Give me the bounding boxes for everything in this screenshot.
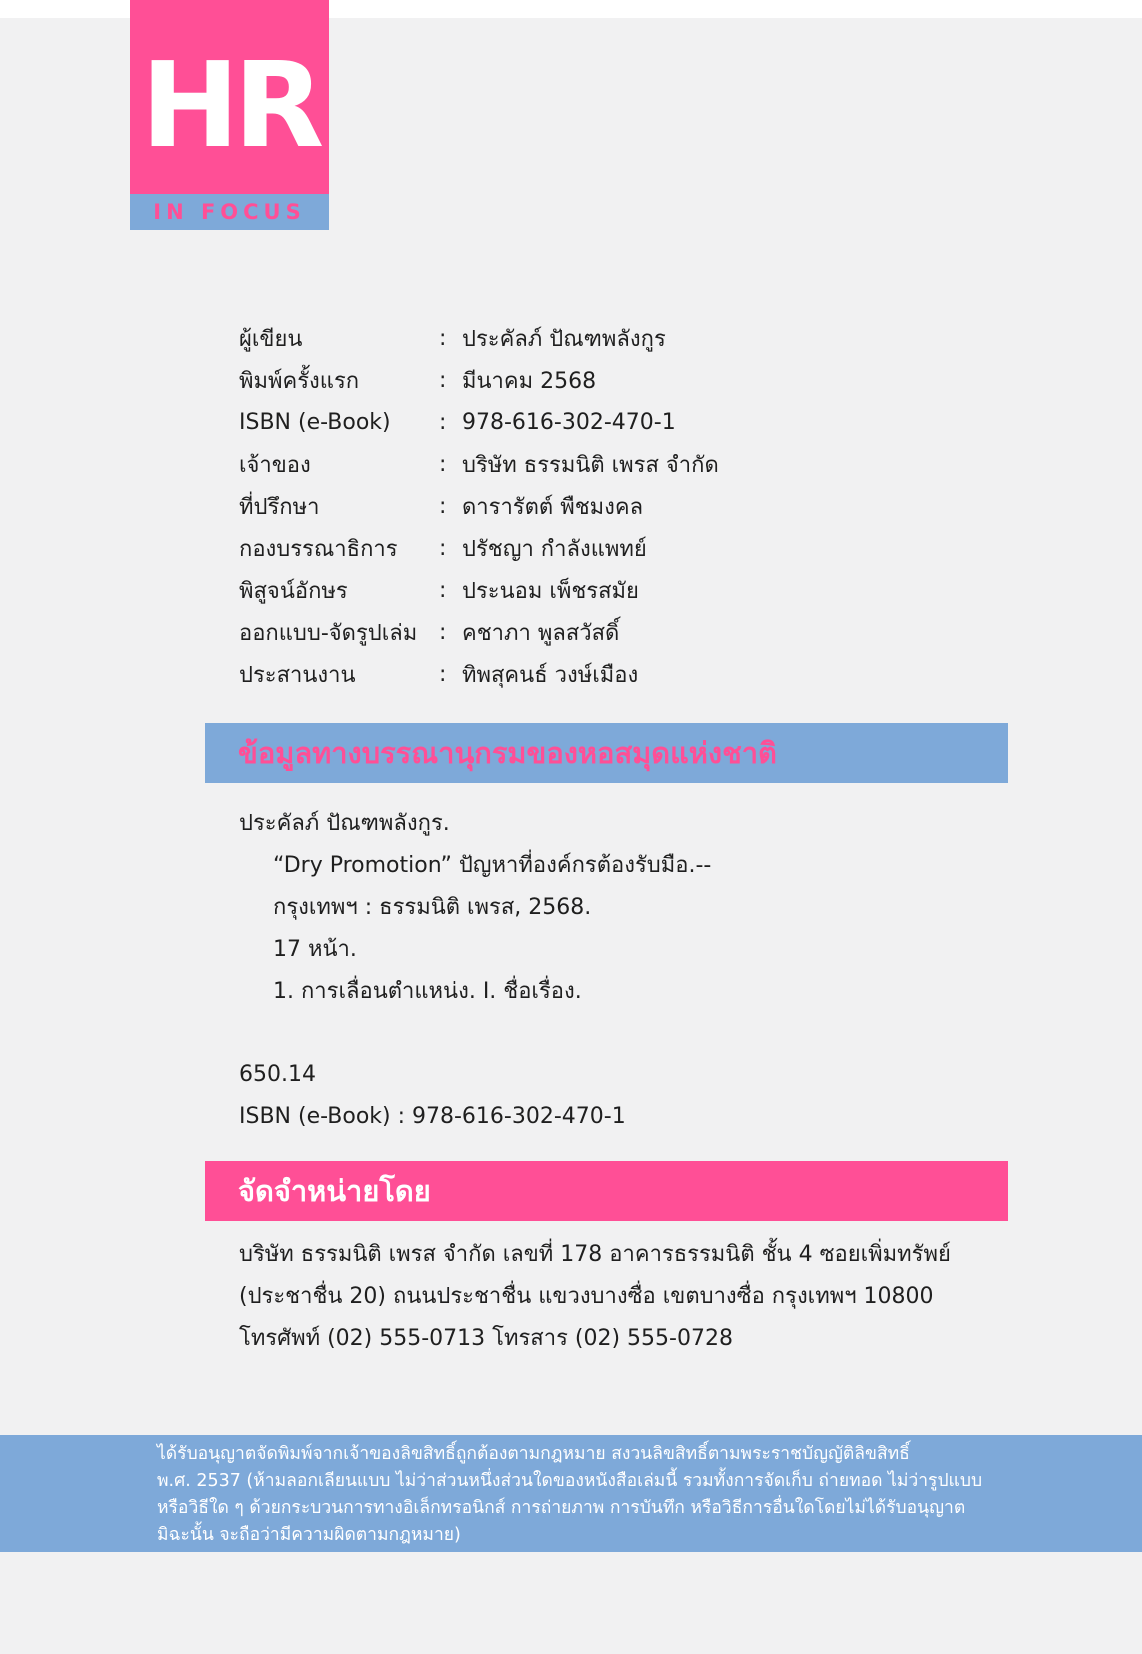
copyright-line: มิฉะนั้น จะถือว่ามีความผิดตามกฎหมาย) [157, 1525, 461, 1545]
catalog-publisher: กรุงเทพฯ : ธรรมนิติ เพรส, 2568. [273, 894, 592, 920]
credit-row-editorial [239, 527, 1019, 569]
credit-value: มีนาคม 2568 [462, 368, 597, 394]
credit-separator: : [439, 367, 447, 393]
copyright-line: พ.ศ. 2537 (ห้ามลอกเลียนแบบ ไม่ว่าส่วนหนึ่งส่วนใดของหนังสือเล่มนี้ รวมทั้งการจัดเก็บ ถ่ายทอด ไม่ว่ารูปแบบ [157, 1471, 983, 1491]
catalog-classification: 650.14 [239, 1061, 316, 1087]
credit-label: พิสูจน์อักษร [239, 578, 348, 604]
credit-label: ISBN (e-Book) [239, 409, 391, 435]
distributor-line: บริษัท ธรรมนิติ เพรส จำกัด เลขที่ 178 อาคารธรรมนิติ ชั้น 4 ซอยเพิ่มทรัพย์ [239, 1241, 951, 1267]
distribution-heading-bar [205, 1161, 1008, 1221]
credit-value: ดารารัตต์ พืชมงคล [462, 494, 644, 520]
credit-value: ประคัลภ์ ปัณฑพลังกูร [462, 326, 666, 352]
credit-separator: : [439, 493, 447, 519]
credit-row-isbn [239, 401, 1019, 443]
copyright-line: ได้รับอนุญาตจัดพิมพ์จากเจ้าของลิขสิทธิ์ถูกต้องตามกฎหมาย สงวนลิขสิทธิ์ตามพระราชบัญญัติลิขสิทธิ์ [157, 1444, 910, 1464]
catalog-spacer [239, 1011, 999, 1053]
catalog-heading: ข้อมูลทางบรรณานุกรมของหอสมุดแห่งชาติ [238, 736, 777, 770]
credit-row-advisor [239, 485, 1019, 527]
credit-row-owner [239, 443, 1019, 485]
credit-separator: : [439, 535, 447, 561]
credit-value: คชาภา พูลสวัสดิ์ [462, 620, 620, 646]
credit-value: 978-616-302-470-1 [462, 409, 676, 435]
distributor-address [239, 1232, 1019, 1358]
distributor-line: (ประชาชื่น 20) ถนนประชาชื่น แขวงบางซื่อ เขตบางซื่อ กรุงเทพฯ 10800 [239, 1283, 934, 1309]
credit-separator: : [439, 451, 447, 477]
catalog-pages: 17 หน้า. [273, 936, 357, 962]
credit-label: กองบรรณาธิการ [239, 536, 398, 562]
logo-subtitle: IN FOCUS [153, 200, 306, 224]
credit-value: ประนอม เพ็ชรสมัย [462, 578, 639, 604]
credit-separator: : [439, 577, 447, 603]
logo-hr-text: HR [140, 36, 319, 174]
catalog-isbn: ISBN (e-Book) : 978-616-302-470-1 [239, 1103, 626, 1129]
credit-label: ออกแบบ-จัดรูปเล่ม [239, 620, 418, 646]
credit-label: ผู้เขียน [239, 326, 303, 352]
catalog-subject: 1. การเลื่อนตำแหน่ง. I. ชื่อเรื่อง. [273, 978, 582, 1004]
catalog-author: ประคัลภ์ ปัณฑพลังกูร. [239, 810, 450, 836]
logo-subtitle-band [130, 194, 329, 230]
catalog-title: “Dry Promotion” ปัญหาที่องค์กรต้องรับมือ.-- [273, 852, 712, 878]
copyright-line: หรือวิธีใด ๆ ด้วยกระบวนการทางอิเล็กทรอนิกส์ การถ่ายภาพ การบันทึก หรือวิธีการอื่นใดโดยไม่ได้รับอนุญาต [157, 1498, 966, 1518]
credit-value: ทิพสุคนธ์ วงษ์เมือง [462, 662, 639, 688]
credit-label: พิมพ์ครั้งแรก [239, 368, 360, 394]
credit-value: ปรัชญา กำลังแพทย์ [462, 536, 647, 562]
credit-label: ที่ปรึกษา [239, 494, 320, 520]
copyright-notice [157, 1441, 997, 1549]
credit-separator: : [439, 619, 447, 645]
copyright-footer [0, 1435, 1142, 1552]
credits-list [239, 317, 1019, 695]
credit-row-coordinator [239, 653, 1019, 695]
credit-separator: : [439, 409, 447, 435]
credit-row-proofreader [239, 569, 1019, 611]
credit-label: ประสานงาน [239, 662, 356, 688]
catalog-heading-bar [205, 723, 1008, 783]
catalog-record [239, 801, 999, 1137]
credit-row-design [239, 611, 1019, 653]
logo [130, 0, 329, 194]
credit-value: บริษัท ธรรมนิติ เพรส จำกัด [462, 452, 719, 478]
credit-row-author [239, 317, 1019, 359]
distribution-heading: จัดจำหน่ายโดย [238, 1174, 431, 1208]
credit-separator: : [439, 661, 447, 687]
credit-separator: : [439, 325, 447, 351]
distributor-line: โทรศัพท์ (02) 555-0713 โทรสาร (02) 555-0728 [239, 1325, 733, 1351]
credit-row-first-print [239, 359, 1019, 401]
credit-label: เจ้าของ [239, 452, 311, 478]
